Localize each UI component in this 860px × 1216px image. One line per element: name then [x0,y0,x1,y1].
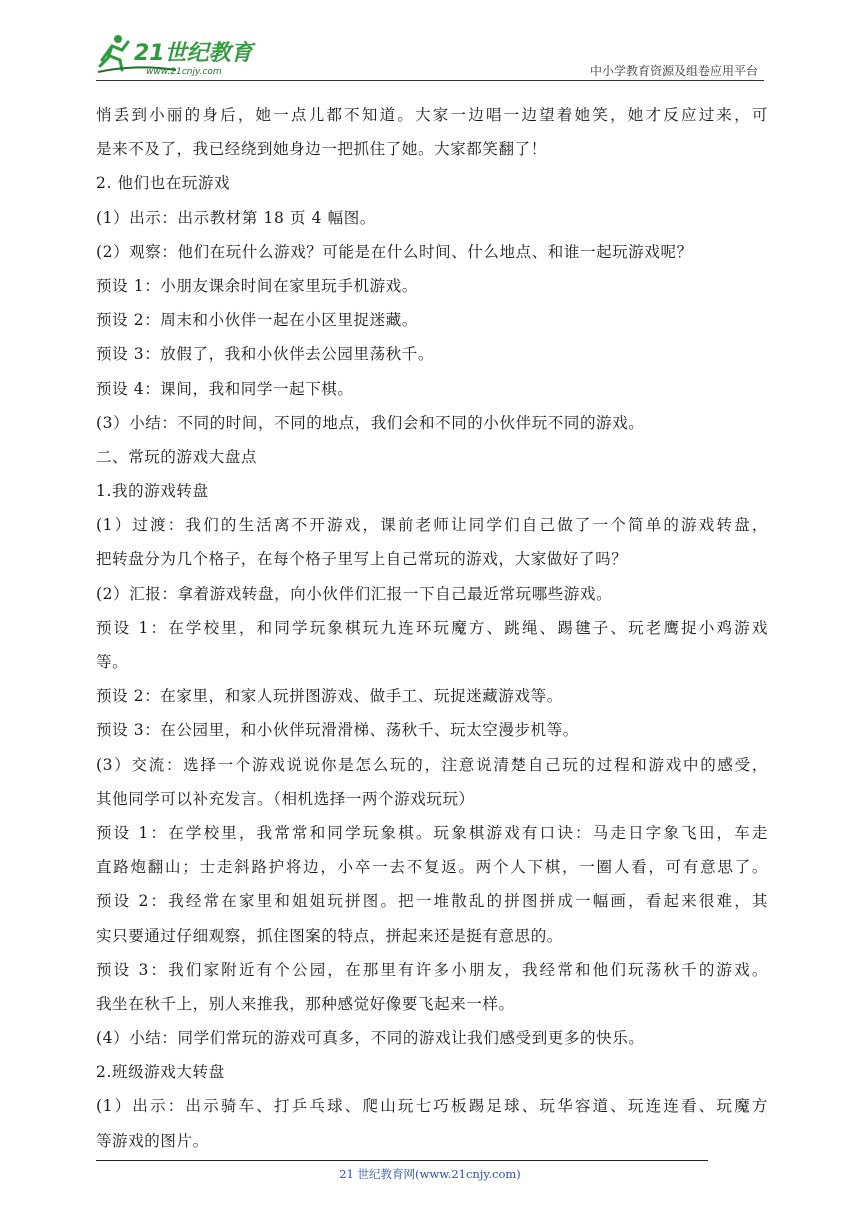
text-line: 是来不及了，我已经绕到她身边一把抓住了她。大家都笑翻了！ [96,140,547,159]
text-line: 预设 1：在学校里，我常常和同学玩象棋。玩象棋游戏有口诀：马走日字象飞田，车走 [96,823,768,842]
text-line: 其他同学可以补充发言。（相机选择一两个游戏玩玩） [96,789,475,808]
text-line: (2）观察：他们在玩什么游戏？可能是在什么时间、什么地点、和谁一起玩游戏呢？ [96,242,693,261]
section-heading: 二、常玩的游戏大盘点 [96,447,258,466]
header-divider [96,80,764,81]
text-line: (1）过渡：我们的生活离不开游戏，课前老师让同学们自己做了一个简单的游戏转盘， [96,516,768,535]
footer-divider [96,1160,708,1161]
text-line: 直路炮翻山；士走斜路护将边，小卒一去不复返。两个人下棋，一圈人看，可有意思了。 [96,858,768,877]
text-line: 预设 1：在学校里，和同学玩象棋玩九连环玩魔方、跳绳、踢毽子、玩老鹰捉小鸡游戏 [96,618,768,637]
text-line: 预设 1：小朋友课余时间在家里玩手机游戏。 [96,276,418,295]
page-header [96,30,764,80]
section-heading: 2. 他们也在玩游戏 [96,174,231,193]
text-line: (4）小结：同学们常玩的游戏可真多，不同的游戏让我们感受到更多的快乐。 [96,1029,645,1048]
text-line: (1）出示：出示教材第 18 页 4 幅图。 [96,208,376,227]
text-line: 等游戏的图片。 [96,1131,209,1150]
text-line: 悄丢到小丽的身后，她一点儿都不知道。大家一边唱一边望着她笑，她才反应过来，可 [96,106,768,124]
text-line: 预设 3：放假了，我和小伙伴去公园里荡秋千。 [96,345,434,364]
text-line: 预设 2：在家里，和家人玩拼图游戏、做手工、玩捉迷藏游戏等。 [96,687,563,706]
text-line: 预设 3：我们家附近有个公园，在那里有许多小朋友，我经常和他们玩荡秋千的游戏。 [96,960,768,979]
logo-text: 21世纪教育 [134,41,253,66]
header-platform-text: 中小学教育资源及组卷应用平台 [589,64,758,78]
text-line: 预设 4：课间，我和同学一起下棋。 [96,379,354,398]
page-footer: 21 世纪教育网(www.21cnjy.com) [339,1167,521,1181]
text-line: (3）小结：不同的时间，不同的地点，我们会和不同的小伙伴玩不同的游戏。 [96,413,645,432]
text-line: 实只要通过仔细观察，抓住图案的特点，拼起来还是挺有意思的。 [96,926,563,945]
text-line: (2）汇报：拿着游戏转盘，向小伙伴们汇报一下自己最近常玩哪些游戏。 [96,584,613,603]
text-line: 把转盘分为几个格子，在每个格子里写上自己常玩的游戏，大家做好了吗？ [96,550,628,569]
text-line: 预设 2：周末和小伙伴一起在小区里捉迷藏。 [96,311,418,330]
text-line: (3）交流：选择一个游戏说说你是怎么玩的，注意说清楚自己玩的过程和游戏中的感受， [96,755,768,774]
text-line: (1）出示：出示骑车、打乒乓球、爬山玩七巧板踢足球、玩华容道、玩连连看、玩魔方 [96,1097,768,1116]
section-heading: 2.班级游戏大转盘 [96,1063,225,1082]
site-logo [96,30,266,78]
text-line: 预设 3：在公园里，和小伙伴玩滑滑梯、荡秋千、玩太空漫步机等。 [96,721,579,740]
text-line: 预设 2：我经常在家里和姐姐玩拼图。把一堆散乱的拼图拼成一幅画，看起来很难，其 [96,892,768,911]
text-line: 等。 [96,653,129,671]
logo-url: www.21cnjy.com [146,67,222,77]
document-body [96,98,768,1158]
section-heading: 1.我的游戏转盘 [96,482,209,501]
text-line: 我坐在秋千上，别人来推我，那种感觉好像要飞起来一样。 [96,994,515,1013]
